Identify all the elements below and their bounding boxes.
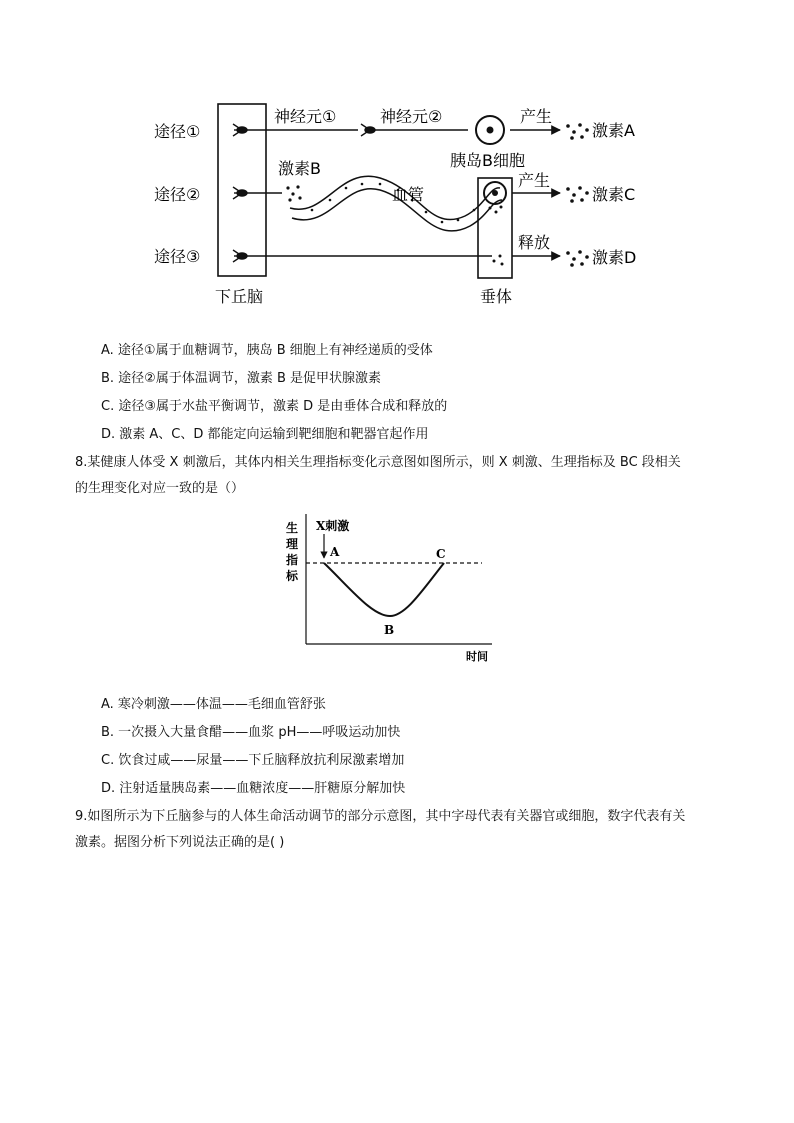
q7-option-c: C. 途径③属于水盐平衡调节，激素 D 是由垂体合成和释放的 [101,399,448,414]
neuron2-label: 神经元② [380,107,443,126]
x-label: 时间 [466,650,488,663]
hormone-d-dots [566,250,589,267]
neuron-icon-2 [233,187,247,199]
hormone-a-dots [566,123,589,140]
produce1-label: 产生 [520,107,553,126]
hormone-b-label: 激素B [278,159,321,178]
physiological-index-graph [280,508,510,670]
q8-option-d: D. 注射适量胰岛素——血糖浓度——肝糖原分解加快 [101,781,406,796]
stimulus-label: X刺激 [316,519,350,533]
path2-label: 途径② [154,185,201,204]
release-label: 释放 [518,233,551,252]
hormone-b-dots [286,185,301,201]
neuron1-label: 神经元① [274,107,337,126]
q7-option-a: A. 途径①属于血糖调节，胰岛 B 细胞上有神经递质的受体 [101,343,433,358]
q7-option-d: D. 激素 A、C、D 都能定向运输到靶细胞和靶器官起作用 [101,427,429,442]
point-b-label: B [384,623,395,637]
q8-stem-line1: 8.某健康人体受 X 刺激后，其体内相关生理指标变化示意图如图所示，则 X 刺激、生理指标及 BC 段相关 [75,455,681,470]
hormone-c-label: 激素C [592,185,636,204]
path1-label: 途径① [154,122,201,141]
neuron-icon-1 [233,124,247,136]
y-label-2: 理 [286,537,299,551]
neuron-icon-middle [361,124,375,136]
islet-cell-label: 胰岛B细胞 [450,151,525,170]
path3-label: 途径③ [154,247,201,266]
q8-option-b: B. 一次摄入大量食醋——血浆 pH——呼吸运动加快 [101,725,401,740]
produce2-label: 产生 [518,171,551,190]
hormone-c-dots [566,186,589,203]
q7-option-b: B. 途径②属于体温调节，激素 B 是促甲状腺激素 [101,371,382,386]
point-c-label: C [436,547,446,561]
q8-stem-line2: 的生理变化对应一致的是（） [75,481,245,496]
y-label-3: 指 [286,553,299,567]
pituitary-label: 垂体 [480,287,513,306]
q9-stem-line1: 9.如图所示为下丘脑参与的人体生命活动调节的部分示意图，其中字母代表有关器官或细胞，数字代表有关 [75,809,686,824]
hormone-d-label: 激素D [592,248,637,267]
blood-vessel-label: 血管 [392,185,425,204]
index-curve [324,563,444,616]
y-label-4: 标 [286,569,299,583]
q8-option-a: A. 寒冷刺激——体温——毛细血管舒张 [101,697,326,712]
hormone-a-label: 激素A [592,121,635,140]
regulation-pathway-diagram [140,96,660,316]
hypothalamus-label: 下丘脑 [215,287,264,306]
point-a-label: A [330,545,340,559]
neuron-icon-3 [233,250,247,262]
y-label-1: 生 [286,521,299,535]
q8-option-c: C. 饮食过咸——尿量——下丘脑释放抗利尿激素增加 [101,753,405,768]
q9-stem-line2: 激素。据图分析下列说法正确的是( ) [75,835,285,850]
